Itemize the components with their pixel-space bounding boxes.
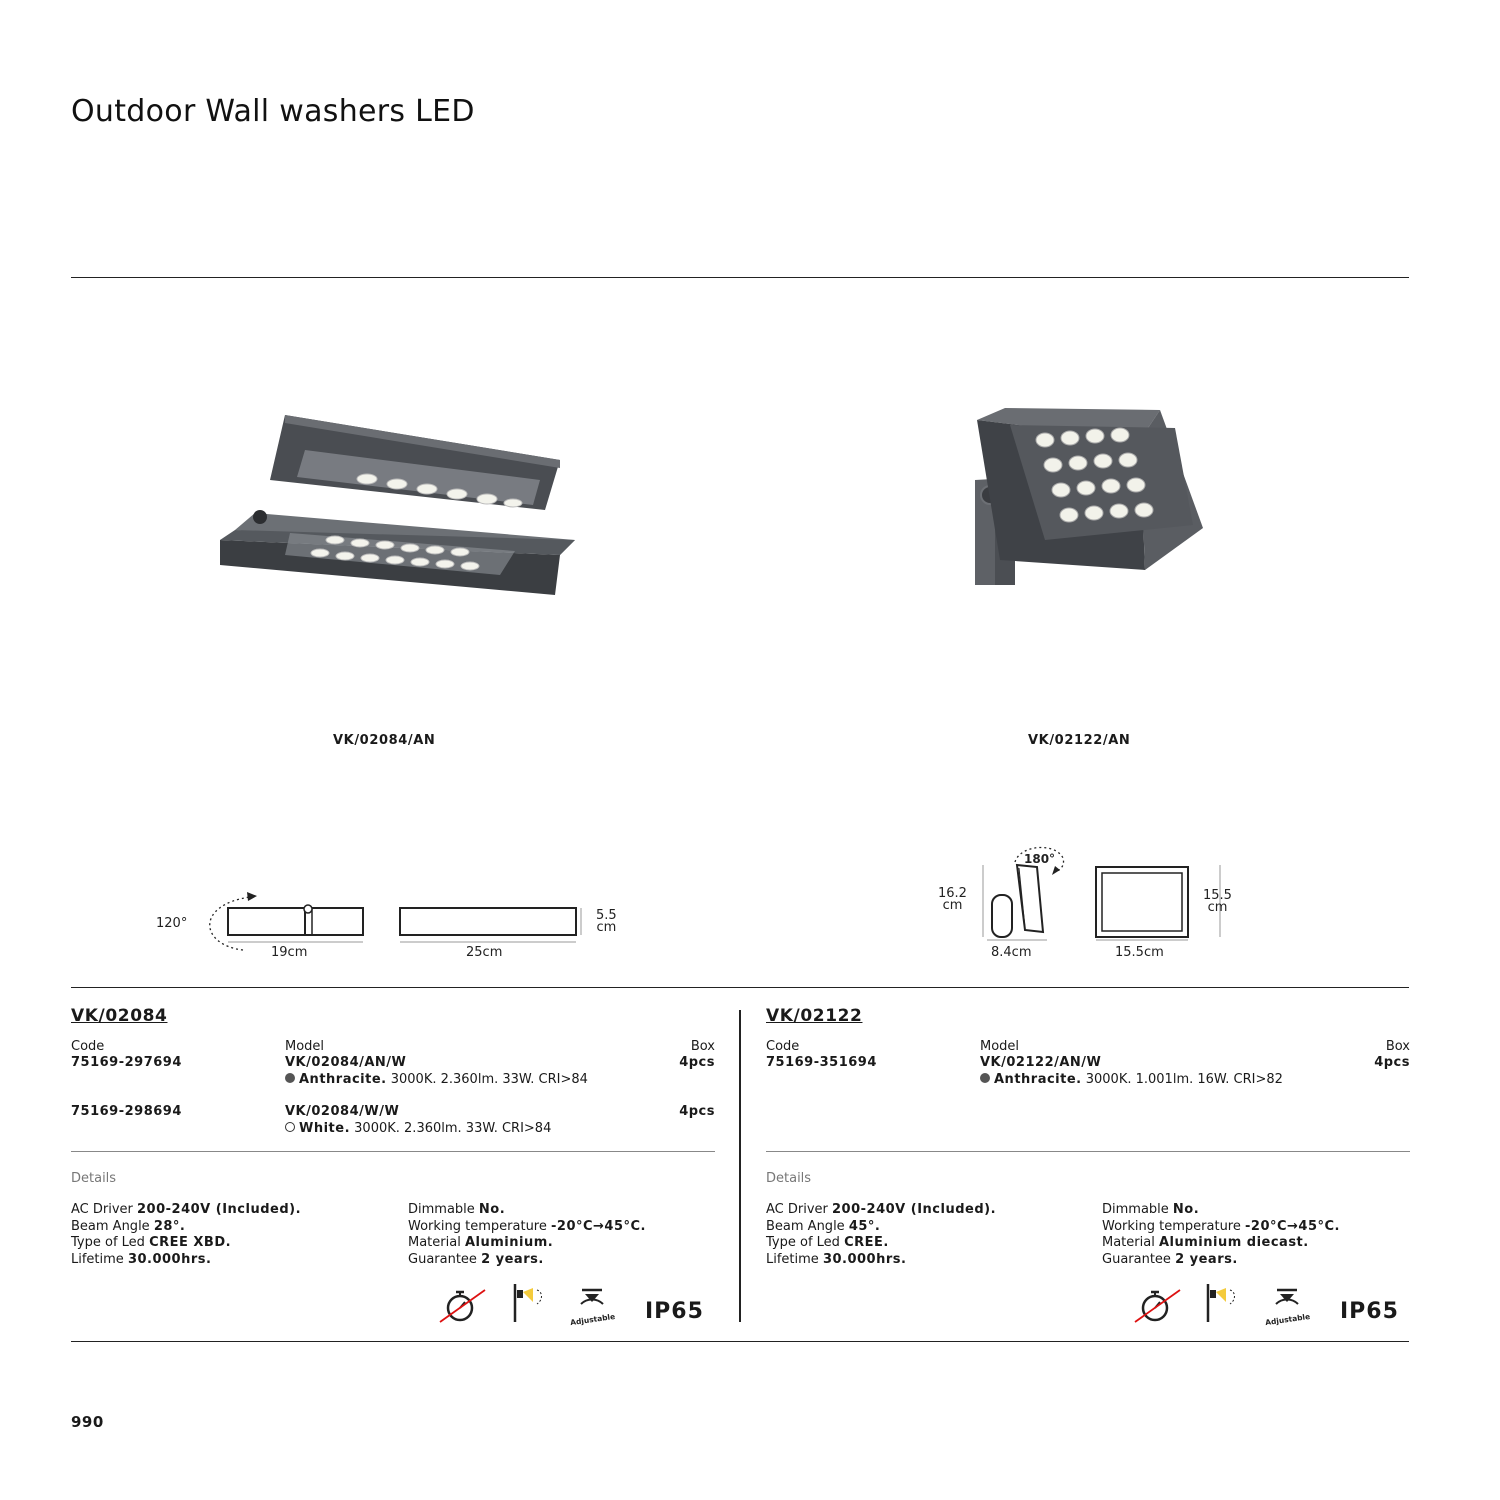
spec-value: Aluminium diecast.	[1158, 1235, 1309, 1250]
spec-working-temperature	[408, 1219, 646, 1236]
spec-label: Material	[408, 1235, 465, 1250]
code-header: Code	[71, 1039, 105, 1054]
spec-label: AC Driver	[71, 1202, 138, 1217]
variant-box: 4pcs	[1374, 1055, 1410, 1070]
variant-model: VK/02084/W/W	[285, 1104, 400, 1119]
adjustable-label: Adjustable	[569, 1311, 616, 1328]
spec-value: 200-240V (Included).	[137, 1202, 302, 1217]
product-caption: VK/02122/AN	[1028, 733, 1131, 748]
spec-label: Type of Led	[71, 1235, 150, 1250]
adjustable-icon	[1260, 1282, 1316, 1328]
spec-driver	[71, 1202, 301, 1219]
details-divider	[71, 1151, 715, 1152]
spec-beam-angle	[71, 1219, 301, 1236]
dimension-height-unit: cm	[596, 920, 617, 935]
specs-divider	[71, 987, 1409, 988]
spec-label: Lifetime	[71, 1251, 128, 1267]
spec-label: Beam Angle	[71, 1218, 154, 1234]
dimension-front-height-value: 15.5	[1203, 888, 1232, 903]
variant-specs: 3000K. 2.360lm. 33W. CRI>84	[386, 1072, 588, 1087]
product-photo-vk02122	[965, 400, 1210, 595]
model-header: Model	[980, 1039, 1020, 1054]
spec-label: Lifetime	[766, 1251, 823, 1267]
spec-value: -20°C→45°C.	[1245, 1218, 1340, 1234]
dimension-front-height	[1203, 890, 1232, 914]
variant-box: 4pcs	[679, 1055, 715, 1070]
spec-driver	[766, 1202, 996, 1219]
spec-value: 28°.	[153, 1218, 186, 1234]
details-label: Details	[71, 1171, 117, 1186]
spec-material	[1102, 1235, 1340, 1252]
variant-description	[980, 1072, 1283, 1087]
spec-beam-angle	[766, 1219, 996, 1236]
box-header: Box	[690, 1039, 715, 1054]
code-header: Code	[766, 1039, 800, 1054]
dimension-depth: 19cm	[271, 945, 308, 960]
adjustable-label: Adjustable	[1264, 1311, 1311, 1328]
spec-guarantee	[1102, 1252, 1340, 1269]
details-right	[408, 1202, 646, 1268]
dimension-rotation: 120°	[156, 916, 188, 931]
product-caption: VK/02084/AN	[333, 733, 436, 748]
spec-value: CREE XBD.	[149, 1235, 232, 1250]
spec-label: Working temperature	[408, 1218, 551, 1234]
spec-label: Working temperature	[1102, 1218, 1245, 1234]
product-photo-vk02084	[215, 405, 585, 605]
dimension-height-unit: cm	[942, 898, 963, 913]
wall-mount-light-icon	[511, 1282, 551, 1324]
variant-finish: White.	[299, 1121, 351, 1136]
footer-divider	[71, 1341, 1409, 1342]
spec-dimmable	[408, 1202, 646, 1219]
box-header: Box	[1385, 1039, 1410, 1054]
spec-label: Dimmable	[1102, 1202, 1173, 1217]
details-right	[1102, 1202, 1340, 1268]
spec-label: Beam Angle	[766, 1218, 849, 1234]
spec-label: Type of Led	[766, 1235, 845, 1250]
variant-finish: Anthracite.	[299, 1072, 387, 1087]
adjustable-icon	[565, 1282, 621, 1328]
dimension-width: 25cm	[466, 945, 503, 960]
spec-label: Dimmable	[408, 1202, 479, 1217]
column-divider	[739, 1010, 741, 1322]
ip-rating: IP65	[645, 1299, 704, 1324]
details-label: Details	[766, 1171, 812, 1186]
model-header: Model	[285, 1039, 325, 1054]
variant-finish: Anthracite.	[994, 1072, 1082, 1087]
dimension-height-value: 5.5	[596, 908, 617, 923]
variant-description	[285, 1121, 551, 1136]
spec-guarantee	[408, 1252, 646, 1269]
variant-code: 75169-297694	[71, 1055, 182, 1070]
spec-value: 30.000hrs.	[127, 1251, 212, 1267]
details-divider	[766, 1151, 1410, 1152]
dimension-drawing-vk02122	[975, 840, 1225, 950]
page-title: Outdoor Wall washers LED	[71, 94, 475, 129]
variant-description	[285, 1072, 588, 1087]
spec-label: Guarantee	[1102, 1251, 1176, 1267]
variant-specs: 3000K. 1.001lm. 16W. CRI>82	[1081, 1072, 1283, 1087]
spec-led-type	[71, 1235, 301, 1252]
not-dimmable-icon	[1132, 1284, 1182, 1326]
spec-value: No.	[478, 1202, 506, 1217]
variant-box: 4pcs	[679, 1104, 715, 1119]
dimension-rotation: 180°	[1024, 852, 1056, 866]
page-number: 990	[71, 1413, 104, 1431]
spec-value: 30.000hrs.	[822, 1251, 907, 1267]
spec-working-temperature	[1102, 1219, 1340, 1236]
dimension-drawing-vk02084	[195, 885, 585, 960]
color-swatch-anthracite	[980, 1073, 990, 1083]
spec-material	[408, 1235, 646, 1252]
variant-model: VK/02122/AN/W	[980, 1055, 1102, 1070]
section-title: VK/02122	[766, 1006, 863, 1026]
ip-rating: IP65	[1340, 1299, 1399, 1324]
header-divider	[71, 277, 1409, 278]
dimension-height	[596, 910, 617, 934]
spec-lifetime	[71, 1252, 301, 1269]
spec-value: No.	[1172, 1202, 1200, 1217]
spec-led-type	[766, 1235, 996, 1252]
details-left	[71, 1202, 301, 1268]
spec-label: AC Driver	[766, 1202, 833, 1217]
color-swatch-white	[285, 1122, 295, 1132]
spec-value: Aluminium.	[464, 1235, 554, 1250]
variant-code: 75169-351694	[766, 1055, 877, 1070]
spec-value: CREE.	[844, 1235, 889, 1250]
spec-label: Guarantee	[408, 1251, 482, 1267]
variant-model: VK/02084/AN/W	[285, 1055, 407, 1070]
wall-mount-light-icon	[1204, 1282, 1244, 1324]
dimension-width: 15.5cm	[1115, 945, 1164, 960]
spec-lifetime	[766, 1252, 996, 1269]
dimension-depth: 8.4cm	[991, 945, 1032, 960]
spec-dimmable	[1102, 1202, 1340, 1219]
spec-label: Material	[1102, 1235, 1159, 1250]
not-dimmable-icon	[437, 1284, 487, 1326]
details-left	[766, 1202, 996, 1268]
spec-value: 2 years.	[1175, 1251, 1238, 1267]
spec-value: 45°.	[848, 1218, 881, 1234]
variant-specs: 3000K. 2.360lm. 33W. CRI>84	[350, 1121, 552, 1136]
dimension-front-height-unit: cm	[1207, 900, 1228, 915]
spec-value: 2 years.	[481, 1251, 544, 1267]
dimension-height	[938, 888, 967, 912]
dimension-height-value: 16.2	[938, 886, 967, 901]
section-title: VK/02084	[71, 1006, 168, 1026]
spec-value: 200-240V (Included).	[832, 1202, 997, 1217]
color-swatch-anthracite	[285, 1073, 295, 1083]
variant-code: 75169-298694	[71, 1104, 182, 1119]
spec-value: -20°C→45°C.	[551, 1218, 646, 1234]
